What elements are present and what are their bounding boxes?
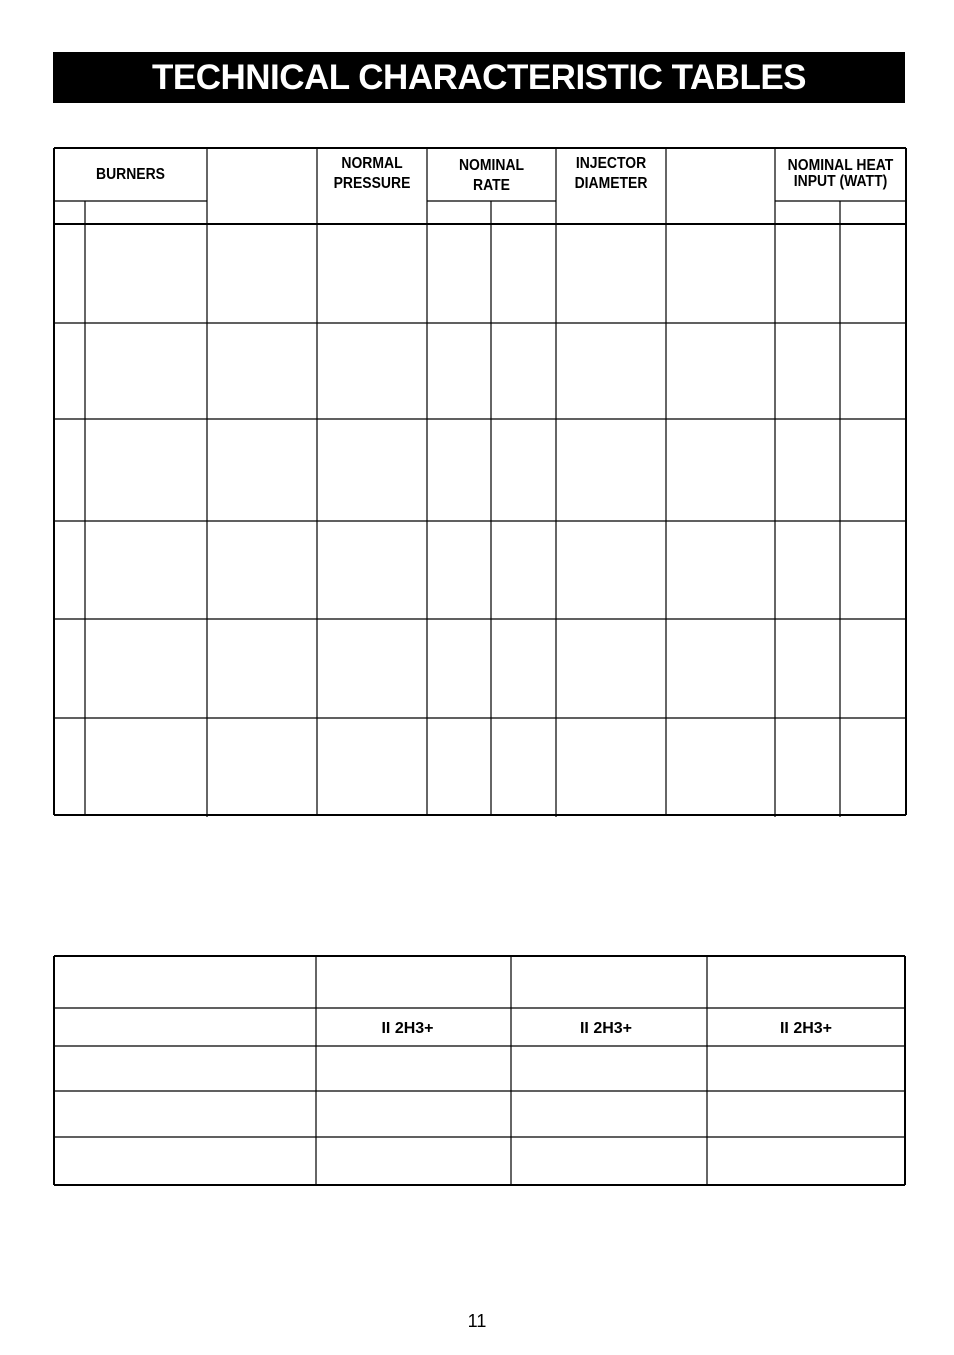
table2-row2-col2: II 2H3+ <box>381 1020 434 1037</box>
header-nominal-heat-input: NOMINAL HEAT INPUT (WATT) <box>787 157 894 190</box>
header-nominal-rate: NOMINAL RATE <box>458 157 525 194</box>
header-normal-pressure: NORMAL PRESSURE <box>333 155 411 192</box>
header-burners: BURNERS <box>96 166 165 183</box>
page-number: 11 <box>467 1311 487 1331</box>
header-injector-diameter: INJECTOR DIAMETER <box>574 155 648 192</box>
table2-row2-col3: II 2H3+ <box>579 1020 633 1037</box>
table2-lines <box>54 956 905 1185</box>
table1-lines <box>54 148 906 817</box>
table2-row2-col4: II 2H3+ <box>779 1020 833 1037</box>
page-title: TECHNICAL CHARACTERISTIC TABLES <box>151 57 807 97</box>
